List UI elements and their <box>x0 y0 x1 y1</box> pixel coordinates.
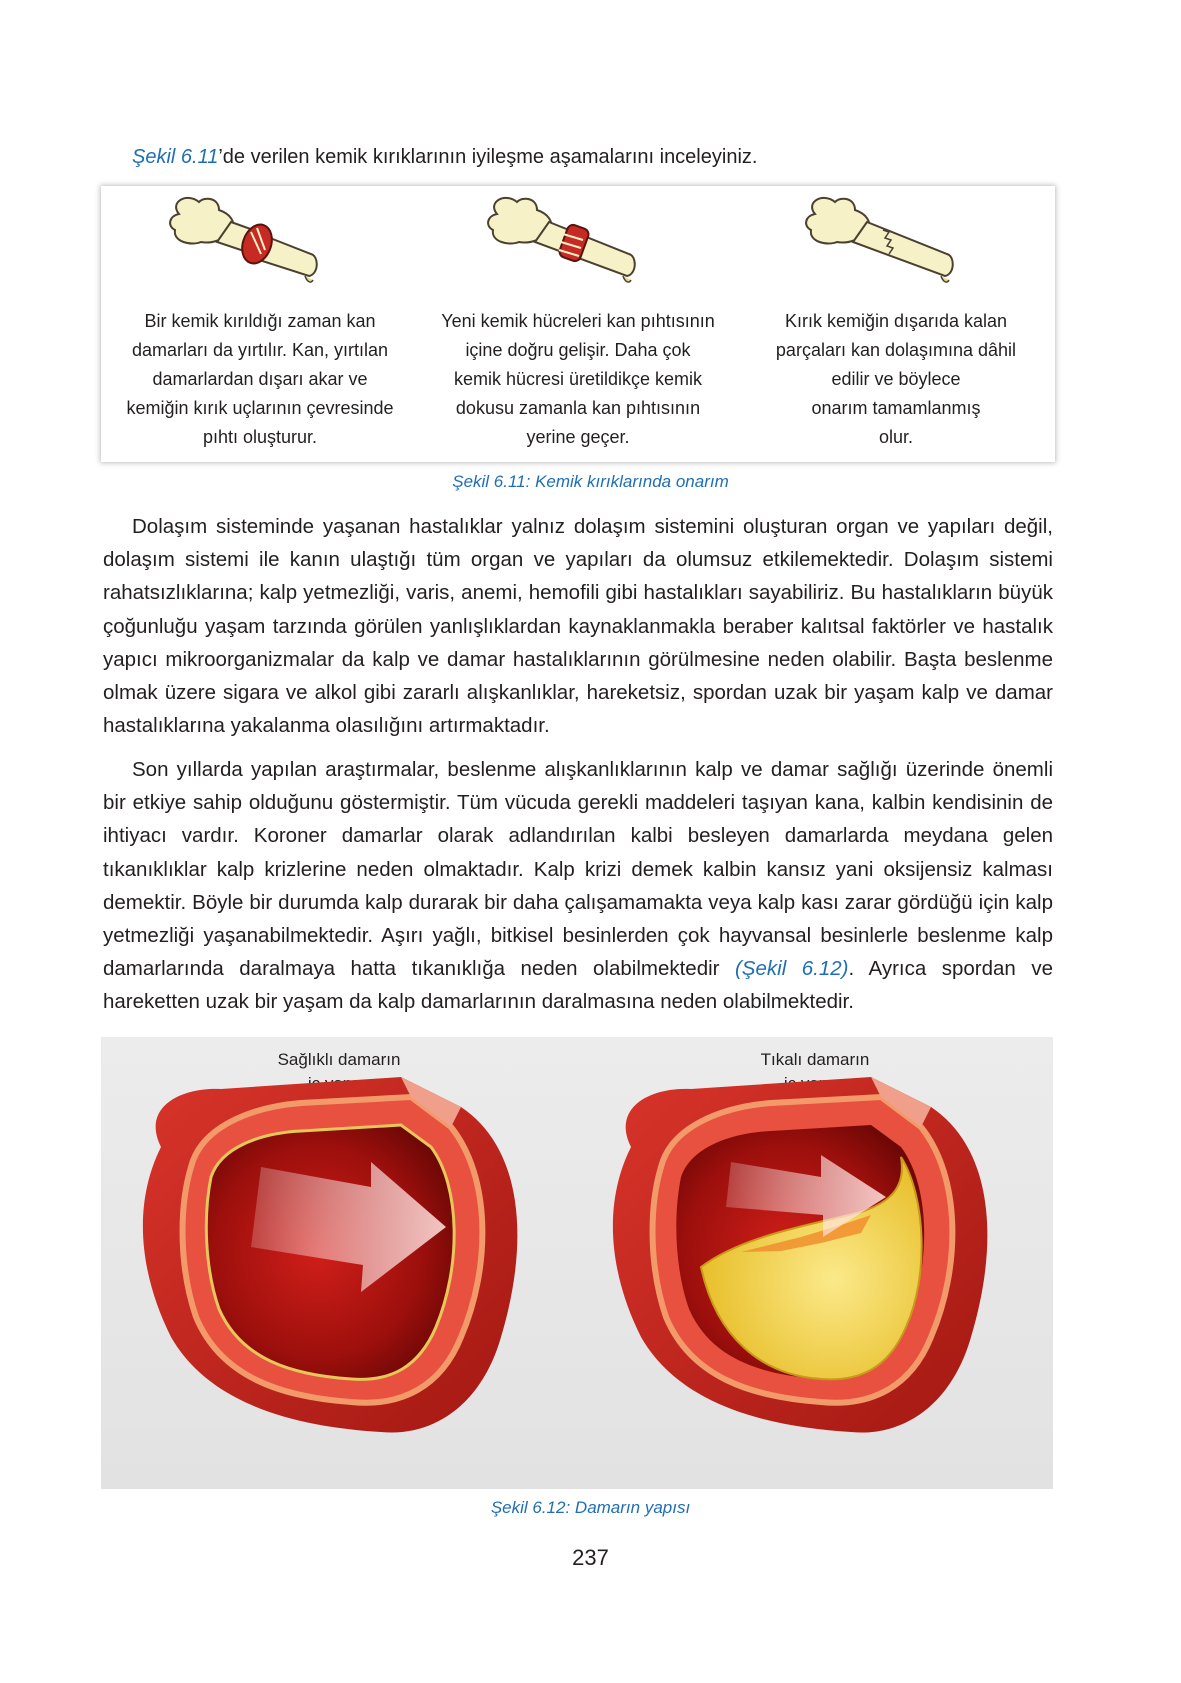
paragraph-2-ending: . Ayrıca spordan ve hareketten uzak bir yaşam da kalp damarlarının daralmasına neden olabilmektedir. <box>103 957 1053 1014</box>
stage-broken-bone <box>101 186 419 462</box>
stage-new-cells <box>419 186 737 462</box>
bone-repair-figure <box>101 186 1055 462</box>
broken-bone-illustration <box>161 192 361 292</box>
figure-6-11-caption: Şekil 6.11: Kemik kırıklarında onarım <box>452 472 729 491</box>
healthy-vessel <box>143 1077 517 1433</box>
vessel-illustrations <box>101 1037 1053 1489</box>
stage-2-text: Yeni kemik hücreleri kan pıhtısının içine doğru gelişir. Daha çok kemik hücresi üretildikçe kemik dokusu zamanla kan pıhtısının yerine geçer. <box>441 311 715 447</box>
intro-sentence <box>132 143 1092 171</box>
healthy-vessel-label: Sağlıklı damarın <box>277 1050 401 1069</box>
figure-6-12-reference[interactable]: (Şekil 6.12) <box>734 957 849 981</box>
blocked-vessel <box>613 1077 987 1433</box>
healing-bone-illustration <box>479 192 679 292</box>
page-number: 237 <box>572 1545 609 1570</box>
blood-vessel-figure <box>101 1037 1053 1489</box>
repaired-bone-illustration <box>797 192 997 292</box>
intro-text: ’de verilen kemik kırıklarının iyileşme aşamalarını inceleyiniz. <box>218 146 758 168</box>
stage-1-text: Bir kemik kırıldığı zaman kan damarları da yırtılır. Kan, yırtılan damarlardan dışarı akar ve kemiğin kırık uçlarının çevresinde pıhtı oluşturur. <box>126 311 394 447</box>
stage-repair-complete <box>737 186 1055 462</box>
paragraph-1: Dolaşım sisteminde yaşanan hastalıklar yalnız dolaşım sistemini oluşturan organ ve yapıları değil, dolaşım sistemi ile kanın ulaştığı tüm organ ve yapıları da olumsuz etkilemektedir. Dolaşım sistemi rahatsızlıklarına; kalp yetmezliği, varis, anemi, hemofili gibi hastalıkları sayabiliriz. Bu hastalıkların büyük çoğunluğu yaşam tarzında görülen yanlışlıklardan kaynaklanmakla beraber kalıtsal faktörler ve hastalık yapıcı mikroorganizmalar da kalp ve damar hastalıklarının görülmesine neden olabilir. Başta beslenme olmak üzere sigara ve alkol gibi zararlı alışkanlıklar, hareketsiz, spordan uzak bir yaşam kalp ve damar hastalıklarına yakalanma olasılığını artırmaktadır. <box>103 515 1053 738</box>
stage-3-text: Kırık kemiğin dışarıda kalan parçaları kan dolaşımına dâhil edilir ve böylece onarım tamamlanmış olur. <box>775 311 1017 447</box>
figure-6-12-caption: Şekil 6.12: Damarın yapısı <box>490 1498 691 1517</box>
paragraph-2 <box>103 753 1053 1019</box>
blocked-vessel-label: Tıkalı damarın <box>760 1050 870 1069</box>
paragraph-2-text: Son yıllarda yapılan araştırmalar, beslenme alışkanlıklarının kalp ve damar sağlığı üzerinde önemli bir etkiye sahip olduğunu göstermiştir. Tüm vücuda gerekli maddeleri taşıyan kana, kalbin kendisinin de ihtiyacı vardır. Koroner damarlar olarak adlandırılan kalbi besleyen damarlarda meydana gelen tıkanıklıklar kalp krizlerine neden olmaktadır. Kalp krizi demek kalbin kansız yani oksijensiz kalması demektir. Böyle bir durumda kalp durarak bir daha çalışamamakta veya kalp kası zarar gördüğü için kalp yetmezliği yaşanabilmektedir. Aşırı yağlı, bitkisel besinlerden çok hayvansal besinlerle beslenme kalp damarlarında daralmaya hatta tıkanıklığa neden olabilmektedir <box>103 758 1053 981</box>
figure-reference-link[interactable]: Şekil 6.11 <box>132 146 219 168</box>
